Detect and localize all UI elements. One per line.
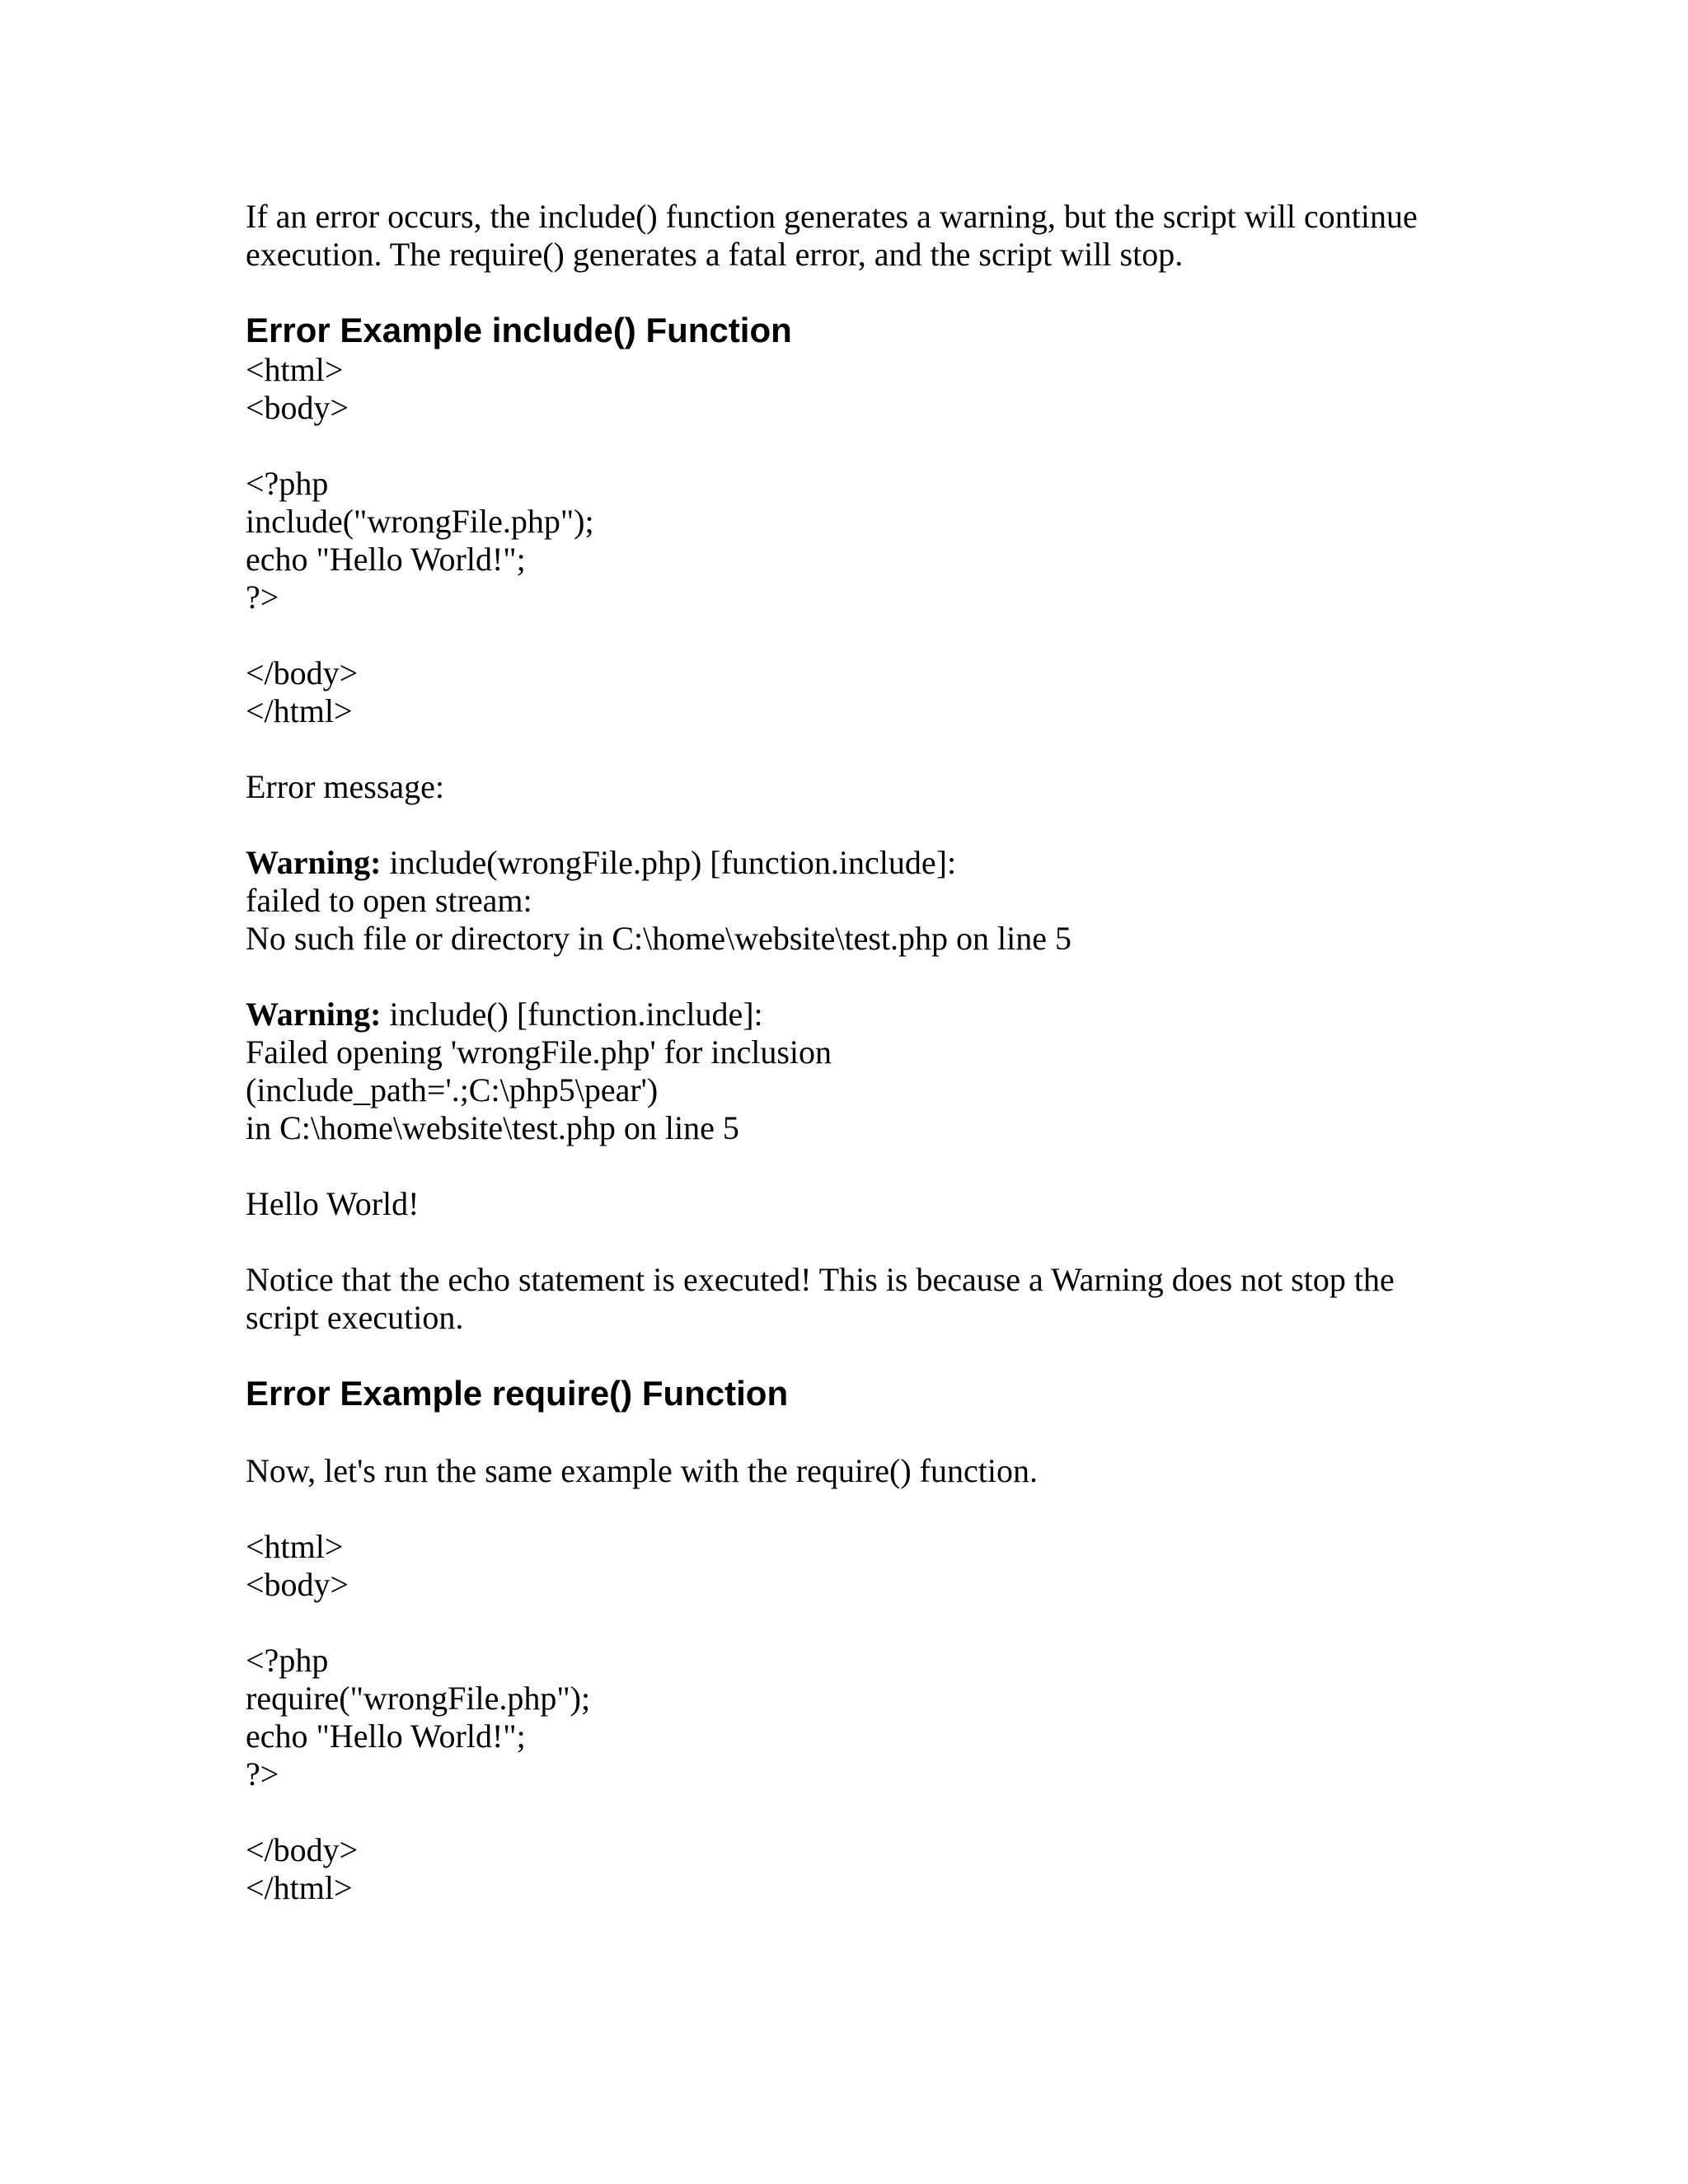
section-heading-include: Error Example include() Function [246,311,792,349]
code-line: require("wrongFile.php"); [246,1680,591,1717]
warning-label: Warning: [246,996,382,1033]
warning-text: Failed opening 'wrongFile.php' for inclusion [246,1033,832,1071]
document-page [246,198,1482,1907]
code-line: <html> [246,1528,344,1565]
code-line: <?php [246,1642,329,1679]
error-message-label: Error message: [246,768,445,805]
code-line: </body> [246,1831,359,1868]
code-line: ?> [246,1755,279,1793]
notice-line: Notice that the echo statement is executed! This is because a Warning does not stop the [246,1261,1395,1298]
intro-paragraph [246,198,1482,274]
warning-text: include() [function.include]: [381,996,763,1033]
warning-label: Warning: [246,844,382,881]
warning-block-1 [246,844,1482,958]
code-line: </html> [246,1869,353,1906]
section-heading-require: Error Example require() Function [246,1374,789,1413]
code-line: echo "Hello World!"; [246,1718,526,1755]
intro-line: execution. The require() generates a fatal error, and the script will stop. [246,236,1184,273]
notice-line: script execution. [246,1299,464,1336]
warning-block-2 [246,996,1482,1147]
code-block-require [246,1528,1482,1907]
code-line: </body> [246,654,359,691]
code-line: <html> [246,351,344,388]
code-line: <body> [246,389,349,426]
notice-paragraph [246,1261,1482,1337]
warning-text: (include_path='.;C:\php5\pear') [246,1071,659,1108]
code-line: include("wrongFile.php"); [246,503,594,540]
warning-text: No such file or directory in C:\home\website\test.php on line 5 [246,920,1072,957]
warning-text: include(wrongFile.php) [function.include]: [381,844,957,881]
warning-text: in C:\home\website\test.php on line 5 [246,1109,739,1146]
intro-line: If an error occurs, the include() function generates a warning, but the script will continue [246,198,1418,235]
require-intro: Now, let's run the same example with the require() function. [246,1452,1038,1489]
code-line: echo "Hello World!"; [246,541,526,578]
code-line: ?> [246,579,279,616]
output-text: Hello World! [246,1185,420,1222]
code-block-include [246,351,1482,730]
code-line: <body> [246,1566,349,1603]
warning-text: failed to open stream: [246,882,532,919]
code-line: <?php [246,465,329,502]
code-line: </html> [246,692,353,729]
